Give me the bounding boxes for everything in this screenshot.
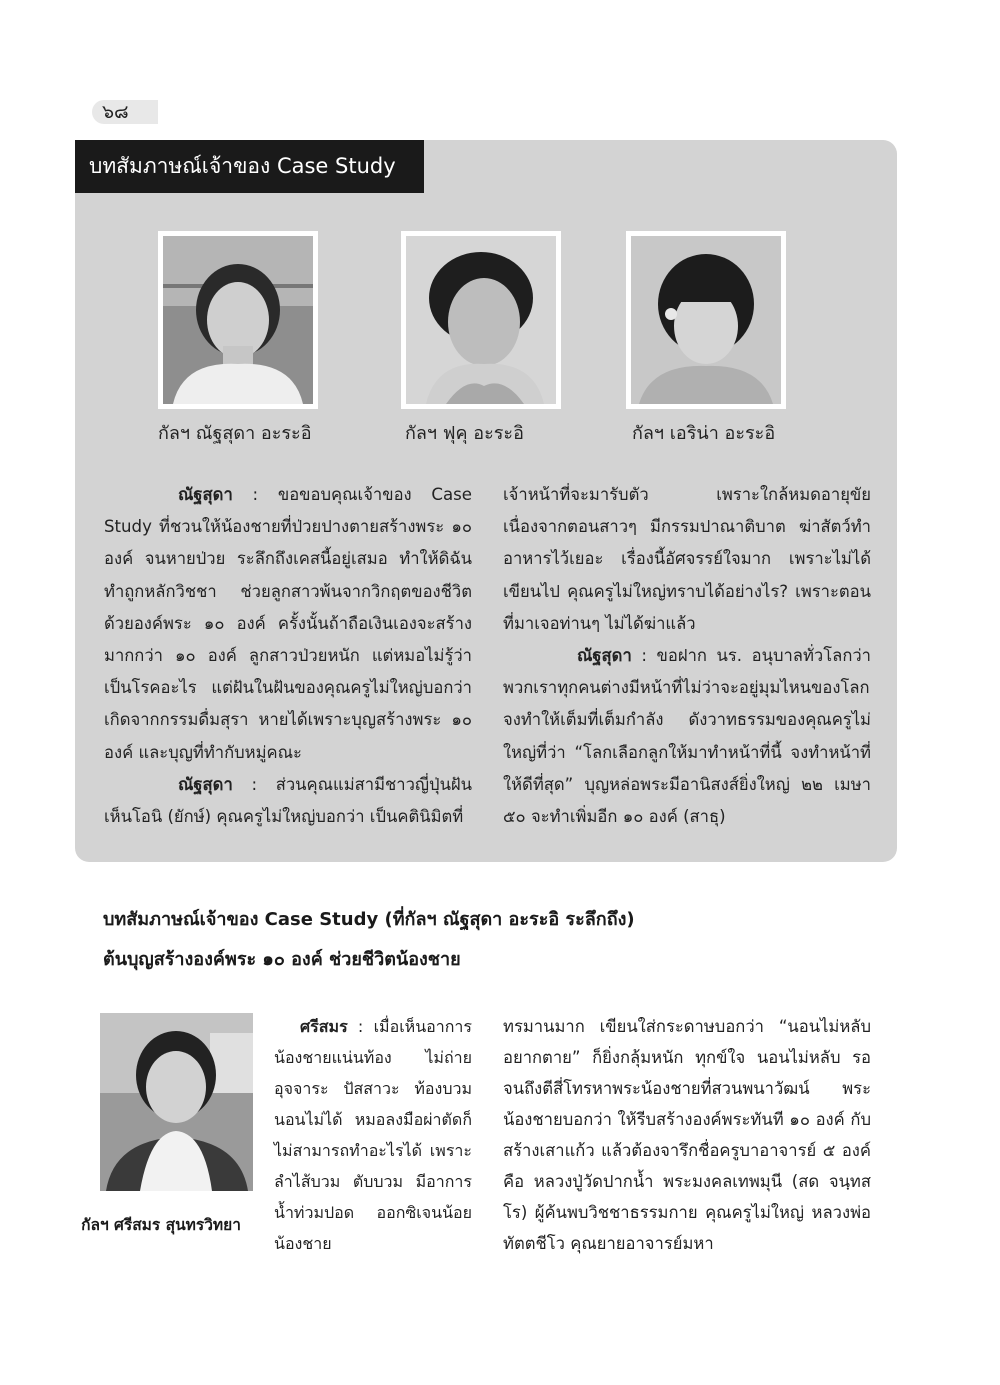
paragraph	[104, 479, 472, 769]
speaker-name: ศรีสมร	[300, 1017, 348, 1036]
portrait-elderly-woman-icon	[406, 236, 556, 404]
paragraph-text: ทรมานมาก เขียนใส่กระดาษบอกว่า “นอนไม่หลับ อยากตาย” ก็ยิ่งกลุ้มหนัก ทุกข์ใจ นอนไม่หลับ รอจนถึงตีสี่โทรหาพระน้องชายที่สวนพนาวัฒน์ พระน้องชายบอกว่า ให้รีบสร้างองค์พระทันที ๑๐ องค์ กับสร้างเสาแก้ว แล้วต้องจารึกชื่อครูบาอาจารย์ ๕ องค์ คือ หลวงปู่วัดปากน้ำ พระมงคลเทพมุนี (สด จนฺทสโร) ผู้ค้นพบวิชชาธรรมกาย คุณครูไม่ใหญ่ หลวงพ่อทัตตชีโว คุณยายอาจารย์มหา	[503, 1017, 871, 1253]
section-right-column	[503, 1011, 871, 1259]
paragraph-text: : ขอขอบคุณเจ้าของ Case Study ที่ชวนให้น้องชายที่ป่วยปางตายสร้างพระ ๑๐ องค์ จนหายป่วย ระลึกถึงเคสนี้อยู่เสมอ ทำให้ดิฉันทำถูกหลักวิชชา ช่วยลูกสาวพ้นจากวิกฤตของชีวิตด้วยองค์พระ ๑๐ องค์ ครั้งนั้นถ้าถือเงินเองจะสร้างมากกว่า ๑๐ องค์ ลูกสาวป่วยหนัก แต่หมอไม่รู้ว่าเป็นโรคอะไร แต่ฝันในฝันของคุณครูไม่ใหญ่บอกว่าเกิดจากกรรมดื่มสุรา หายได้เพราะบุญสร้างพระ ๑๐ องค์ และบุญที่ทำกับหมู่คณะ	[104, 485, 472, 762]
section-narrow-column	[274, 1011, 472, 1259]
paragraph	[274, 1011, 472, 1259]
speaker-name: ณัฐสุดา	[178, 485, 233, 504]
paragraph-text: เจ้าหน้าที่จะมารับตัว เพราะใกล้หมดอายุขัย เนื่องจากตอนสาวๆ มีกรรมปาณาติบาต ฆ่าสัตว์ทำอาหารไว้เยอะ เรื่องนี้อัศจรรย์ใจมาก เพราะไม่ได้เขียนไป คุณครูไม่ใหญ่ทราบได้อย่างไร? เพราะตอนที่มาเจอท่านๆ ไม่ได้ฆ่าแล้ว	[503, 485, 871, 633]
box-title: บทสัมภาษณ์เจ้าของ Case Study	[75, 140, 424, 193]
paragraph	[104, 769, 472, 833]
photo-natsuda	[158, 231, 318, 409]
portrait-woman-short-hair-icon	[163, 236, 313, 404]
photo-erina	[626, 231, 786, 409]
paragraph	[503, 1011, 871, 1259]
section-heading-line2: ต้นบุญสร้างองค์พระ ๑๐ องค์ ช่วยชีวิตน้องชาย	[103, 949, 461, 970]
speaker-name: ณัฐสุดา	[178, 774, 233, 794]
portrait-woman-scarf-icon	[100, 1013, 253, 1191]
page-number: ๖๘	[92, 100, 158, 124]
portrait-girl-icon	[631, 236, 781, 404]
caption-natsuda: กัลฯ ณัฐสุดา อะระอิ	[158, 423, 312, 444]
paragraph-text: : เมื่อเห็นอาการน้องชายแน่นท้อง ไม่ถ่ายอุจจาระ ปัสสาวะ ท้องบวม นอนไม่ได้ หมอลงมือผ่าตัดก็ไม่สามารถทำอะไรได้ เพราะลำไส้บวม ตับบวม มีอาการน้ำท่วมปอด ออกซิเจนน้อย น้องชาย	[274, 1017, 472, 1253]
paragraph	[503, 479, 871, 640]
section-heading-line1: บทสัมภาษณ์เจ้าของ Case Study (ที่กัลฯ ณัฐสุดา อะระอิ ระลึกถึง)	[103, 909, 635, 930]
paragraph-text: : ขอฝาก นร. อนุบาลทั่วโลกว่า พวกเราทุกคนต่างมีหน้าที่ไม่ว่าจะอยู่มุมไหนของโลก จงทำให้เต็มที่เต็มกำลัง ดังวาทธรรมของคุณครูไม่ใหญ่ที่ว่า “โลกเลือกลูกให้มาทำหน้าที่นี้ จงทำหน้าที่ให้ดีที่สุด” บุญหล่อพระมีอานิสงส์ยิ่งใหญ่ ๒๒ เมษา ๕๐ จะทำเพิ่มอีก ๑๐ องค์ (สาธุ)	[503, 646, 871, 827]
box-right-column	[503, 479, 871, 833]
caption-erina: กัลฯ เอริน่า อะระอิ	[632, 423, 776, 444]
photo-caption-srisamorn: กัลฯ ศรีสมร สุนทรวิทยา	[81, 1216, 241, 1234]
photo-fuku	[401, 231, 561, 409]
paragraph	[503, 640, 871, 833]
caption-fuku: กัลฯ ฟุคุ อะระอิ	[405, 423, 524, 444]
paragraph-text: : ส่วนคุณแม่สามีชาวญี่ปุ่นฝันเห็นโอนิ (ยักษ์) คุณครูไม่ใหญ่บอกว่า เป็นคตินิมิตที่	[104, 774, 472, 827]
speaker-name: ณัฐสุดา	[577, 646, 632, 666]
box-left-column	[104, 479, 472, 833]
